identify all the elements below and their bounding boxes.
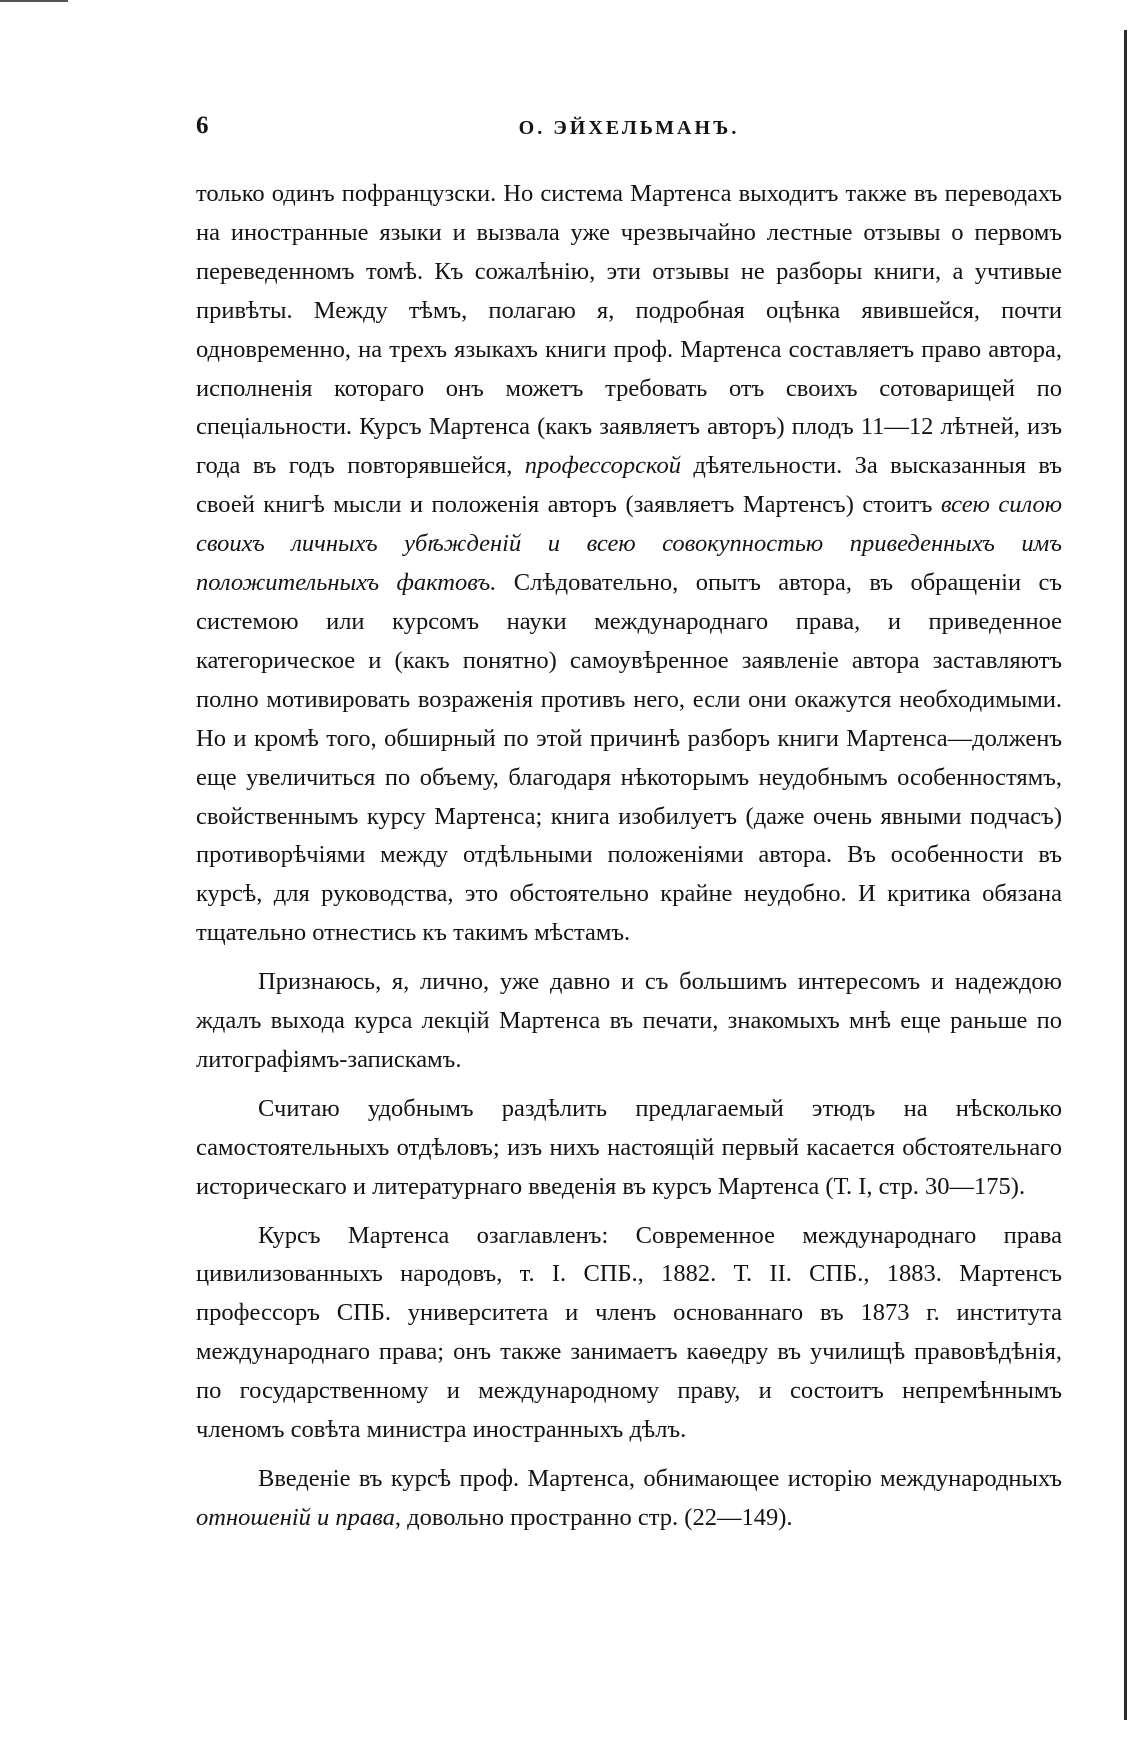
text-segment: Слѣдовательно, опытъ автора, въ обращеніи съ системою или курсомъ науки международнаго права, и приведенное категорическое и (какъ понятно) самоувѣренное заявленіе автора заставляютъ полно мотивировать возраженія противъ него, если они окажутся необходимыми. Но и кромѣ того, обширный по этой причинѣ разборъ книги Мартенса—долженъ еще увеличиться по объему, благодаря нѣкоторымъ неудобнымъ особенностямъ, свойственнымъ курсу Мартенса; книга изобилуетъ (даже очень явными подчасъ) противорѣчіями между отдѣльными положеніями автора. Въ особенности въ курсѣ, для руководства, это обстоятельно крайне неудобно. И критика обязана тщательно отнестись къ такимъ мѣстамъ. <box>196 569 1062 947</box>
scan-margin-stroke <box>0 0 68 2</box>
text-segment: Введеніе въ курсѣ проф. Мартенса, обнимающее исторію международныхъ <box>258 1465 1062 1492</box>
italic-segment: всею силою своихъ личныхъ убѣжденій и всею совокупностью приведенныхъ имъ положительныхъ фактовъ. <box>196 491 1062 597</box>
text-segment: Курсъ Мартенса озаглавленъ: Современное международнаго права цивилизованныхъ народовъ, т. I. СПБ., 1882. Т. II. СПБ., 1883. Мартенсъ профессоръ СПБ. университета и членъ основаннаго въ 1873 г. института международнаго права; онъ также занимаетъ каѳедру въ училищѣ правовѣдѣнія, по государственному и международному праву, и состоитъ непремѣннымъ членомъ совѣта министра иностранныхъ дѣлъ. <box>196 1221 1062 1444</box>
text-segment: дѣятельности. За высказанныя въ своей книгѣ мысли и положенія авторъ (заявляетъ Мартенсъ) стоитъ <box>196 452 1062 519</box>
paragraph-3 <box>196 1090 1062 1207</box>
text-segment: Считаю удобнымъ раздѣлить предлагаемый этюдъ на нѣсколько самостоятельныхъ отдѣловъ; изъ нихъ настоящій первый касается обстоятельнаго историческаго и литературнаго введенія въ курсъ Мартенса (Т. I, стр. 30—175). <box>196 1094 1062 1200</box>
running-head <box>196 112 1062 152</box>
text-segment: Признаюсь, я, лично, уже давно и съ большимъ интересомъ и надеждою ждалъ выхода курса лекцій Мартенса въ печати, знакомыхъ мнѣ еще раньше по литографіямъ-запискамъ. <box>196 968 1062 1073</box>
paragraph-5 <box>196 1460 1062 1538</box>
running-head-author: О. ЭЙХЕЛЬМАНЪ. <box>518 117 740 139</box>
text-segment: только одинъ пофранцузски. Но система Мартенса выходитъ также въ переводахъ на иностранные языки и вызвала уже чрезвычайно лестные отзывы о первомъ переведенномъ томѣ. Къ сожалѣнію, эти отзывы не разборы книги, а учтивые привѣты. Между тѣмъ, полагаю я, подробная оцѣнка явившейся, почти одновременно, на трехъ языкахъ книги проф. Мартенса составляетъ право автора, исполненія котораго онъ можетъ требовать отъ своихъ сотоварищей по спеціальности. Курсъ Мартенса (какъ заявляетъ авторъ) плодъ 11—12 лѣтней, изъ года въ годъ повторявшейся, <box>196 180 1062 480</box>
page-edge-line <box>1124 30 1127 1720</box>
italic-segment: отношеній и права <box>196 1503 395 1531</box>
paragraph-1 <box>196 175 1062 953</box>
page-number: 6 <box>196 112 209 139</box>
italic-segment: профессорской <box>524 452 682 480</box>
text-body <box>196 175 1062 1538</box>
paragraph-2 <box>196 963 1062 1080</box>
text-segment: , довольно пространно стр. (22—149). <box>394 1503 793 1531</box>
paragraph-4 <box>196 1217 1062 1450</box>
